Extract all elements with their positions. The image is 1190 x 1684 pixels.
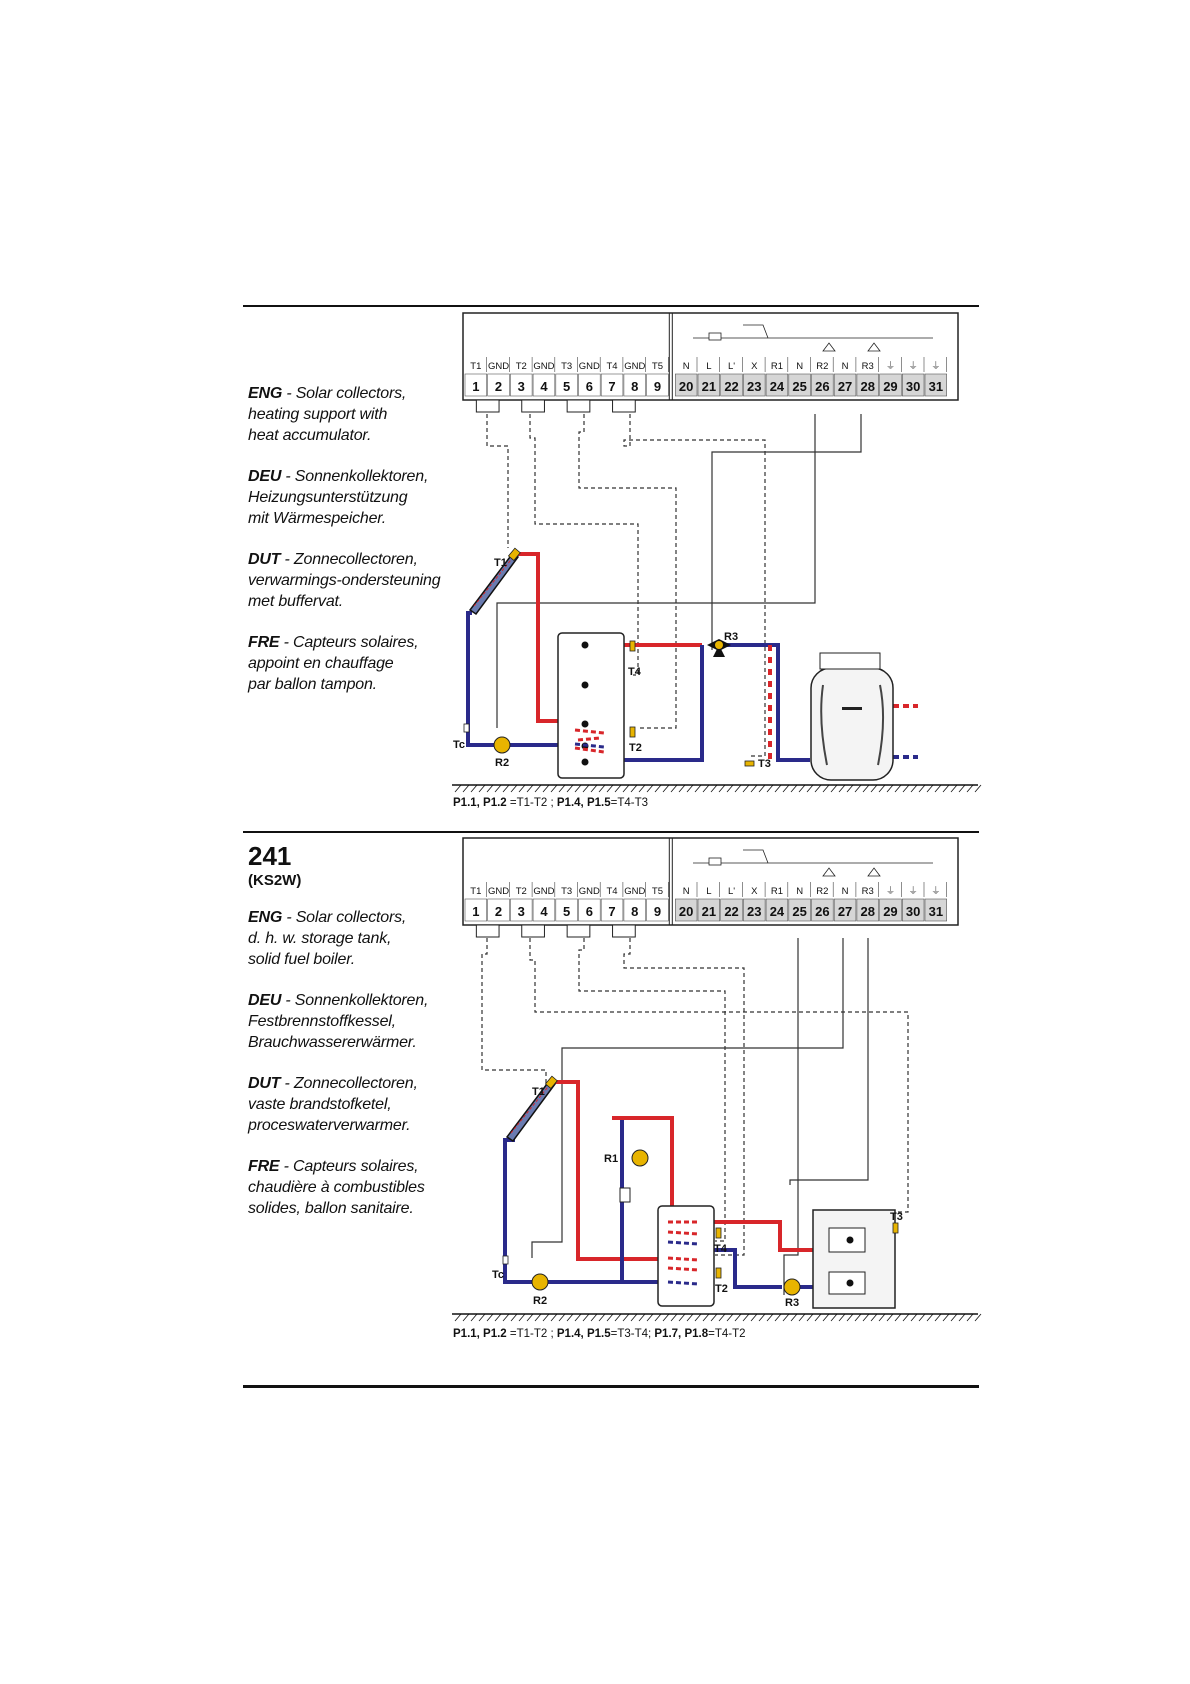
terminal-label: L': [727, 361, 736, 372]
terminal-number: 1: [472, 379, 480, 394]
terminal-number: 9: [653, 379, 662, 394]
terminal-number: 26: [815, 379, 830, 394]
terminal-label: T5: [651, 886, 663, 897]
terminal-label: X: [751, 886, 758, 897]
terminal-number: 6: [585, 904, 593, 919]
label-tc: Tc: [453, 739, 466, 751]
terminal-number: 29: [883, 904, 898, 919]
para-dut: DUT - Zonnecollectoren, verwarmings-ondersteuning met buffervat.: [248, 551, 441, 610]
terminal-number: 21: [701, 904, 717, 919]
terminal-number: 22: [724, 904, 739, 919]
terminal-number: 27: [837, 904, 853, 919]
terminal-number: 30: [905, 904, 921, 919]
terminal-label: X: [751, 361, 758, 372]
sensor-tc-icon: [503, 1256, 508, 1264]
lang-code: DEU: [248, 468, 282, 485]
terminal-number: 1: [472, 904, 480, 919]
terminal-number: 31: [928, 904, 944, 919]
terminal-label: T4: [606, 886, 618, 897]
terminal-label: L: [706, 886, 712, 897]
sensor-t4-icon: [716, 1228, 721, 1238]
lang-code: FRE: [248, 1158, 280, 1175]
lang-code: ENG: [248, 909, 283, 926]
label-t3: T3: [758, 758, 771, 770]
terminal-label: T3: [561, 886, 573, 897]
terminal-connector: [476, 925, 499, 937]
terminal-label: R1: [770, 886, 784, 897]
terminal-number: 2: [494, 904, 503, 919]
terminal-label: N: [682, 886, 690, 897]
terminal-number: 4: [540, 379, 548, 394]
terminal-label: L': [727, 886, 736, 897]
check-valve-icon: [620, 1188, 630, 1202]
lang-code: FRE: [248, 634, 280, 651]
terminal-connector: [567, 925, 590, 937]
bottom-rule: [243, 1385, 979, 1388]
terminal-label: ⏚: [908, 361, 918, 372]
para-fre: FRE - Capteurs solaires, appoint en chauffage par ballon tampon.: [248, 634, 419, 693]
terminal-label: ⏚: [885, 886, 896, 897]
terminal-label: R3: [861, 361, 874, 372]
caption-2: P1.1, P1.2 =T1-T2 ; P1.4, P1.5=T3-T4; P1.7, P1.8=T4-T2: [453, 1328, 746, 1340]
terminal-label: T4: [606, 361, 618, 372]
terminal-label: T1: [470, 361, 482, 372]
terminal-number: 20: [678, 904, 694, 919]
terminal-label: N: [796, 886, 804, 897]
terminal-label: GND: [624, 361, 646, 372]
terminal-number: 23: [747, 904, 762, 919]
label-t3: T3: [890, 1211, 903, 1223]
para-deu: DEU - Sonnenkollektoren, Heizungsunterstützung mit Wärmespeicher.: [248, 468, 429, 527]
terminal-number: 8: [631, 904, 639, 919]
terminal-label: N: [841, 361, 849, 372]
terminal-number: 3: [517, 379, 525, 394]
sensor-t3-icon: [893, 1223, 898, 1233]
terminal-label: T3: [561, 361, 573, 372]
terminal-number: 31: [928, 379, 944, 394]
label-t1: T1: [532, 1086, 545, 1098]
terminal-label: GND: [578, 361, 600, 372]
terminal-number: 5: [563, 379, 571, 394]
terminal-label: L: [706, 361, 712, 372]
terminal-number: 27: [837, 379, 853, 394]
section-number: 241: [248, 841, 292, 871]
label-r3: R3: [724, 631, 739, 643]
terminal-number: 20: [678, 379, 694, 394]
terminal-label: R2: [816, 361, 829, 372]
terminal-label: N: [796, 361, 804, 372]
terminal-label: T1: [470, 886, 482, 897]
terminal-label: GND: [624, 886, 646, 897]
para-fre: FRE - Capteurs solaires, chaudière à combustibles solides, ballon sanitaire.: [248, 1158, 425, 1217]
lang-code: DEU: [248, 992, 282, 1009]
terminal-label: GND: [487, 886, 510, 897]
terminal-number: 7: [608, 904, 616, 919]
terminal-connector: [613, 925, 636, 937]
label-t1: T1: [494, 557, 507, 569]
label-r2: R2: [533, 1295, 548, 1307]
ground-2: [452, 1314, 981, 1321]
terminal-number: 28: [860, 379, 875, 394]
terminal-number: 6: [585, 379, 593, 394]
label-r2: R2: [495, 757, 510, 769]
terminal-connector: [522, 925, 545, 937]
section-model: (KS2W): [248, 872, 302, 889]
pump-r3-icon: [784, 1279, 800, 1295]
terminal-number: 3: [517, 904, 525, 919]
label-t2: T2: [715, 1283, 728, 1295]
sensor-t2-icon: [716, 1268, 721, 1278]
terminal-number: 24: [769, 904, 785, 919]
terminal-label: GND: [533, 886, 555, 897]
lang-code: DUT: [248, 1075, 281, 1092]
terminal-number: 25: [792, 379, 807, 394]
lang-code: ENG: [248, 385, 283, 402]
terminal-strip-2: [463, 838, 958, 937]
para-deu: DEU - Sonnenkollektoren, Festbrennstoffkessel, Brauchwassererwärmer.: [248, 992, 429, 1051]
pump-r1-icon: [632, 1150, 648, 1166]
terminal-number: 23: [747, 379, 762, 394]
solid-fuel-boiler-2: [813, 1210, 895, 1308]
terminal-label: ⏚: [908, 886, 918, 897]
terminal-label: R2: [816, 886, 829, 897]
terminal-number: 25: [792, 904, 807, 919]
terminal-number: 21: [701, 379, 717, 394]
terminal-number: 8: [631, 379, 639, 394]
terminal-label: GND: [533, 361, 555, 372]
caption-1: P1.1, P1.2 =T1-T2 ; P1.4, P1.5=T4-T3: [453, 797, 648, 809]
solar-collector-2: [507, 1080, 555, 1141]
terminal-number: 26: [815, 904, 830, 919]
para-eng: ENG - Solar collectors, heating support with heat accumulator.: [248, 385, 407, 444]
terminal-label: GND: [487, 361, 510, 372]
terminal-label: ⏚: [885, 361, 896, 372]
label-r1: R1: [604, 1153, 619, 1165]
terminal-label: R1: [770, 361, 784, 372]
terminal-number: 4: [540, 904, 548, 919]
terminal-label: GND: [578, 886, 600, 897]
terminal-label: R3: [861, 886, 874, 897]
label-t4: T4: [714, 1243, 727, 1255]
terminal-label: T2: [515, 361, 527, 372]
terminal-label: ⏚: [931, 361, 941, 372]
label-t2: T2: [629, 742, 642, 754]
terminal-number: 24: [769, 379, 785, 394]
label-tc: Tc: [492, 1269, 505, 1281]
terminal-number: 22: [724, 379, 739, 394]
terminal-label: T2: [515, 886, 527, 897]
terminal-number: 2: [494, 379, 503, 394]
terminal-number: 30: [905, 379, 921, 394]
terminal-number: 5: [563, 904, 571, 919]
terminal-number: 29: [883, 379, 898, 394]
terminal-label: ⏚: [931, 886, 941, 897]
lang-code: DUT: [248, 551, 281, 568]
terminal-number: 9: [653, 904, 662, 919]
dhw-tank-2: [658, 1206, 714, 1306]
para-eng: ENG - Solar collectors, d. h. w. storage tank, solid fuel boiler.: [248, 909, 407, 968]
terminal-number: 28: [860, 904, 875, 919]
terminal-label: N: [841, 886, 849, 897]
terminal-label: N: [682, 361, 690, 372]
label-t4: T4: [628, 666, 641, 678]
terminal-number: 7: [608, 379, 616, 394]
para-dut: DUT - Zonnecollectoren, vaste brandstofketel, proceswaterverwarmer.: [248, 1075, 418, 1134]
label-r3: R3: [785, 1297, 800, 1309]
terminal-label: T5: [651, 361, 663, 372]
pump-r2-icon: [532, 1274, 548, 1290]
